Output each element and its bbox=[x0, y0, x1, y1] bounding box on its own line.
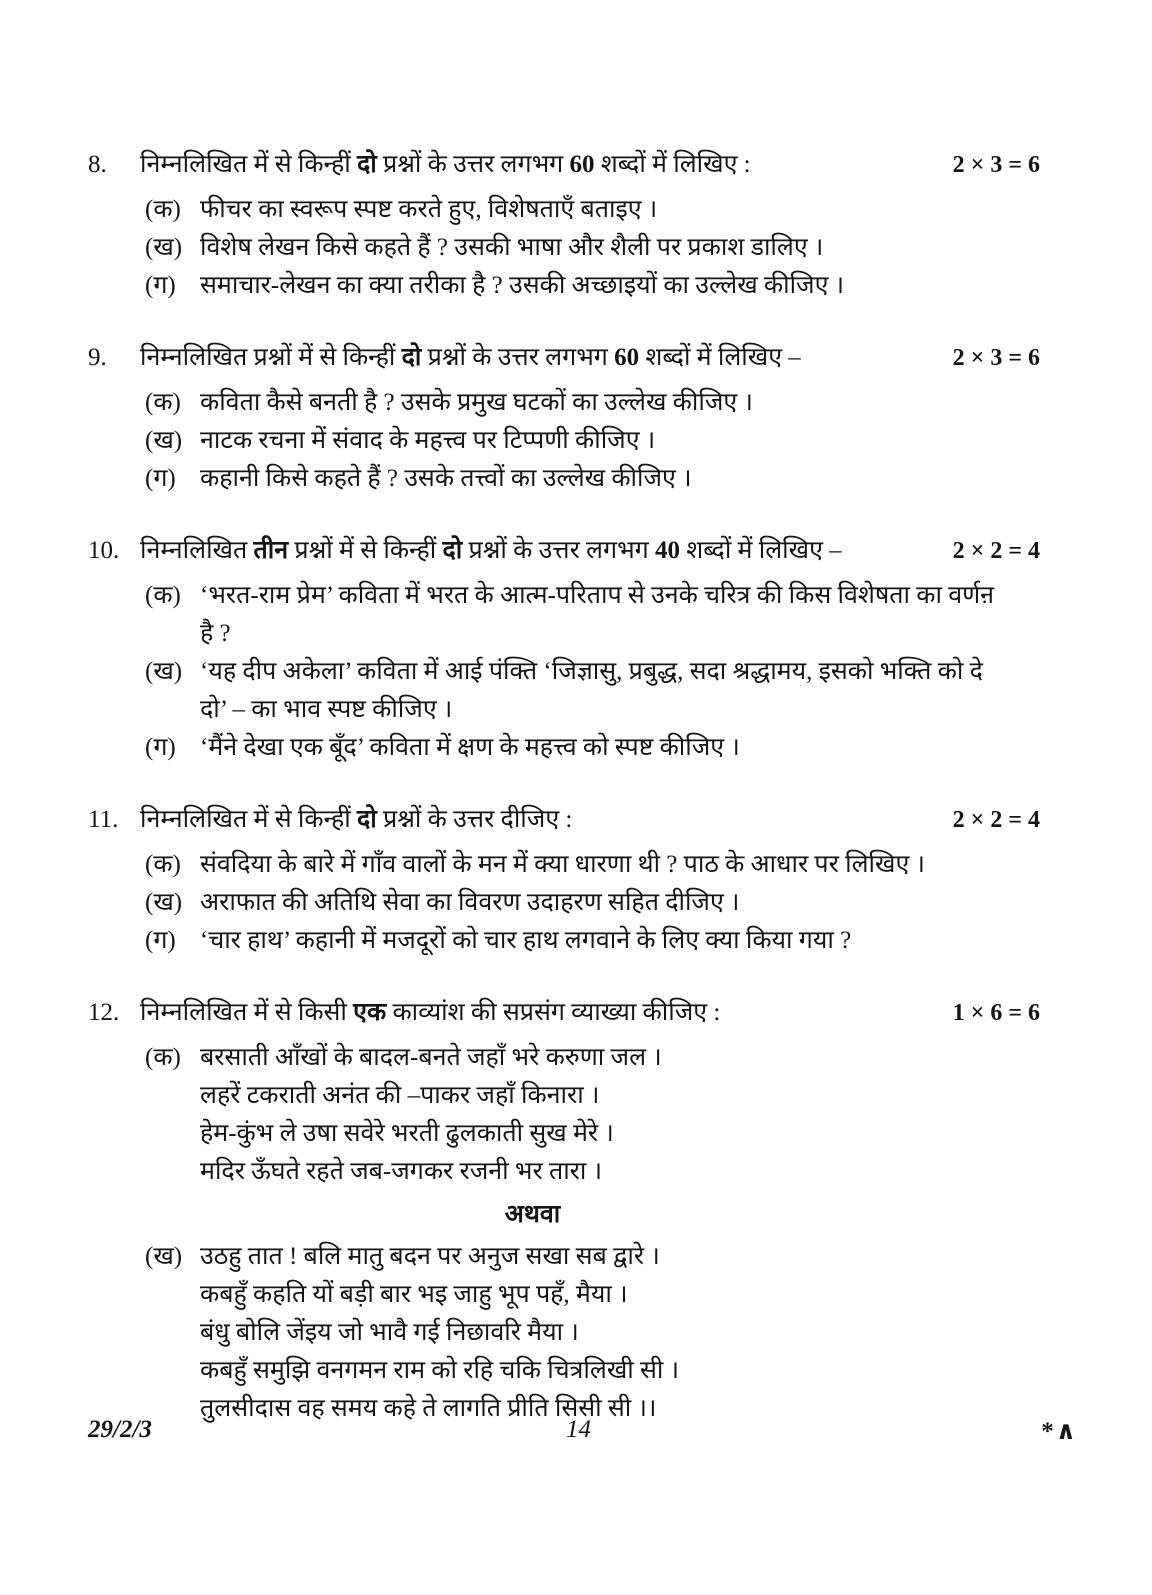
question-text-line: समाचार-लेखन का क्या तरीका है ? उसकी अच्छाइयों का उल्लेख कीजिए । bbox=[200, 272, 845, 299]
sub-question bbox=[145, 922, 1040, 960]
sub-question-label: (ख) bbox=[145, 658, 183, 685]
sub-question bbox=[145, 384, 1040, 422]
sub-question-text bbox=[200, 846, 925, 884]
intro-text: प्रश्नों के उत्तर लगभग bbox=[462, 537, 655, 564]
intro-text: शब्दों में लिखिए – bbox=[639, 344, 801, 371]
intro-bold-text: 60 bbox=[614, 344, 640, 371]
intro-text: शब्दों में लिखिए – bbox=[679, 537, 842, 564]
intro-bold-text: दो bbox=[442, 537, 463, 564]
question-text-line: ‘यह दीप अकेला’ कविता में आई पंक्ति ‘जिज्ञासु, प्रबुद्ध, सदा श्रद्धामय, इसको भक्ति को दे दो’ – का भाव स्पष्ट कीजिए । bbox=[200, 658, 983, 723]
poem-line: तुलसीदास वह समय कहे ते लागति प्रीति सिसी सी ।। bbox=[200, 1395, 657, 1422]
question-text-line: अराफात की अतिथि सेवा का विवरण उदाहरण सहित दीजिए । bbox=[200, 889, 740, 916]
sub-question-label: (क) bbox=[145, 582, 181, 609]
sub-question bbox=[145, 653, 1040, 729]
question-text-line: विशेष लेखन किसे कहते हैं ? उसकी भाषा और शैली पर प्रकाश डालिए । bbox=[200, 234, 824, 261]
question-number: 10. bbox=[88, 537, 120, 564]
poem-line: कबहुँ समुझि वनगमन राम को रहि चकि चित्रलिखी सी । bbox=[200, 1357, 680, 1384]
poem-line: मदिर ऊँघते रहते जब-जगकर रजनी भर तारा । bbox=[200, 1158, 603, 1185]
sub-question bbox=[145, 577, 1040, 653]
page-footer bbox=[88, 1416, 1078, 1456]
question-header bbox=[88, 994, 1040, 1032]
poem-text bbox=[200, 1238, 679, 1428]
intro-text: निम्नलिखित प्रश्नों में से किन्हीं bbox=[140, 344, 402, 371]
intro-text: प्रश्नों के उत्तर लगभग bbox=[376, 151, 570, 178]
sub-question bbox=[145, 846, 1040, 884]
intro-bold-text: दो bbox=[357, 151, 377, 178]
question-marks: 2 × 3 = 6 bbox=[952, 345, 1040, 371]
page-number: 14 bbox=[566, 1416, 591, 1443]
question-text-line: संवदिया के बारे में गाँव वालों के मन में क्या धारणा थी ? पाठ के आधार पर लिखिए । bbox=[200, 851, 925, 878]
sub-question bbox=[145, 460, 1040, 498]
poem-text bbox=[200, 1039, 662, 1191]
question-number: 12. bbox=[88, 999, 120, 1026]
question-number: 8. bbox=[88, 151, 107, 178]
intro-text: प्रश्नों के उत्तर लगभग bbox=[421, 344, 615, 371]
sub-question bbox=[145, 267, 1040, 305]
poem-line: हेम-कुंभ ले उषा सवेरे भरती ढुलकाती सुख मेरे । bbox=[200, 1120, 614, 1147]
intro-text: शब्दों में लिखिए : bbox=[594, 151, 751, 178]
sub-question-text bbox=[200, 884, 740, 922]
question-number: 9. bbox=[88, 344, 107, 371]
poem-line: बंधु बोलि जेंइय जो भावै गई निछावरि मैया । bbox=[200, 1319, 579, 1346]
sub-question bbox=[145, 729, 1040, 767]
intro-bold-text: एक bbox=[353, 999, 387, 1026]
question-text-line: कविता कैसे बनती है ? उसके प्रमुख घटकों का उल्लेख कीजिए । bbox=[200, 389, 753, 416]
question-intro bbox=[140, 339, 945, 377]
question-12 bbox=[88, 994, 1040, 1428]
sub-question-label: (ग) bbox=[145, 927, 176, 954]
intro-bold-text: दो bbox=[401, 344, 422, 371]
question-text-line: नाटक रचना में संवाद के महत्त्व पर टिप्पणी कीजिए । bbox=[200, 427, 656, 454]
sub-question bbox=[145, 229, 1040, 267]
sub-question-label: (ख) bbox=[145, 234, 183, 261]
intro-text: निम्नलिखित में से किन्हीं bbox=[140, 806, 358, 833]
sub-question-label: (ख) bbox=[145, 889, 183, 916]
question-text-line: ‘भरत-राम प्रेम’ कविता में भरत के आत्म-परिताप से उनके चरित्र की किस विशेषता का वर्णऩ है ? bbox=[200, 582, 995, 647]
sub-questions bbox=[145, 191, 1040, 305]
poem-line: उठहु तात ! बलि मातु बदन पर अनुज सखा सब द्वारे । bbox=[200, 1243, 660, 1270]
intro-text: निम्नलिखित bbox=[140, 537, 254, 564]
intro-text: निम्नलिखित में से किसी bbox=[140, 999, 354, 1026]
question-marks: 2 × 3 = 6 bbox=[952, 152, 1040, 178]
sub-questions bbox=[145, 577, 1040, 767]
question-10 bbox=[88, 532, 1040, 767]
sub-question bbox=[145, 1039, 1040, 1191]
question-intro bbox=[140, 801, 945, 839]
question-9 bbox=[88, 339, 1040, 498]
poem-line: कबहुँ कहति यों बड़ी बार भइ जाहु भूप पहँ, मैया । bbox=[200, 1281, 628, 1308]
sub-question-text bbox=[200, 384, 753, 422]
sub-questions bbox=[145, 846, 1040, 960]
intro-text: निम्नलिखित में से किन्हीं bbox=[140, 151, 358, 178]
sub-question-label: (ख) bbox=[145, 427, 183, 454]
poem-line: लहरें टकराती अनंत की –पाकर जहाँ किनारा । bbox=[200, 1082, 600, 1109]
question-header bbox=[88, 339, 1040, 377]
sub-question-text bbox=[200, 229, 823, 267]
sub-question-label: (क) bbox=[145, 851, 181, 878]
question-text-line: ‘मैंने देखा एक बूँद’ कविता में क्षण के महत्त्व को स्पष्ट कीजिए । bbox=[200, 734, 740, 761]
question-text-line: ‘चार हाथ’ कहानी में मजदूरों को चार हाथ लगवाने के लिए क्या किया गया ? bbox=[200, 927, 852, 954]
question-marks: 2 × 2 = 4 bbox=[952, 807, 1040, 833]
sub-question bbox=[145, 422, 1040, 460]
question-intro bbox=[140, 146, 945, 184]
question-number: 11. bbox=[88, 806, 119, 833]
question-header bbox=[88, 146, 1040, 184]
sub-question bbox=[145, 191, 1040, 229]
sub-question-label: (क) bbox=[145, 1044, 181, 1071]
intro-bold-text: दो bbox=[357, 806, 377, 833]
sub-question-label: (ख) bbox=[145, 1243, 183, 1270]
sub-question-text bbox=[200, 577, 1000, 653]
sub-question-text bbox=[200, 422, 655, 460]
sub-question-label: (ग) bbox=[145, 734, 176, 761]
corner-mark: *∧ bbox=[1041, 1418, 1078, 1445]
sub-question-text bbox=[200, 653, 1000, 729]
sub-question-text bbox=[200, 191, 657, 229]
question-11 bbox=[88, 801, 1040, 960]
sub-question-label: (क) bbox=[145, 389, 181, 416]
intro-text: प्रश्नों के उत्तर दीजिए : bbox=[376, 806, 573, 833]
question-marks: 1 × 6 = 6 bbox=[952, 1000, 1040, 1026]
intro-text: प्रश्नों में से किन्हीं bbox=[288, 537, 443, 564]
or-separator: अथवा bbox=[504, 1201, 561, 1228]
question-intro bbox=[140, 994, 945, 1032]
question-marks: 2 × 2 = 4 bbox=[952, 538, 1040, 564]
question-text-line: कहानी किसे कहते हैं ? उसके तत्त्वों का उल्लेख कीजिए । bbox=[200, 465, 692, 492]
sub-questions bbox=[145, 384, 1040, 498]
intro-bold-text: तीन bbox=[253, 537, 289, 564]
poem-line: बरसाती आँखों के बादल-बनते जहाँ भरे करुणा जल । bbox=[200, 1044, 662, 1071]
sub-question-label: (क) bbox=[145, 196, 181, 223]
sub-question-text bbox=[200, 729, 740, 767]
question-text-line: फीचर का स्वरूप स्पष्ट करते हुए, विशेषताएँ बताइए । bbox=[200, 196, 658, 223]
sub-question-text bbox=[200, 922, 851, 960]
question-intro bbox=[140, 532, 945, 570]
intro-bold-text: 40 bbox=[654, 537, 680, 564]
sub-question-text bbox=[200, 460, 692, 498]
sub-question-text bbox=[200, 267, 844, 305]
sub-questions bbox=[145, 1039, 1040, 1428]
paper-code: 29/2/3 bbox=[88, 1416, 152, 1443]
sub-question-label: (ग) bbox=[145, 465, 176, 492]
question-header bbox=[88, 801, 1040, 839]
sub-question bbox=[145, 1238, 1040, 1428]
sub-question-label: (ग) bbox=[145, 272, 176, 299]
question-header bbox=[88, 532, 1040, 570]
sub-question bbox=[145, 884, 1040, 922]
intro-bold-text: 60 bbox=[569, 151, 595, 178]
questions-container bbox=[88, 146, 1040, 1462]
question-8 bbox=[88, 146, 1040, 305]
intro-text: काव्यांश की सप्रसंग व्याख्या कीजिए : bbox=[386, 999, 721, 1026]
